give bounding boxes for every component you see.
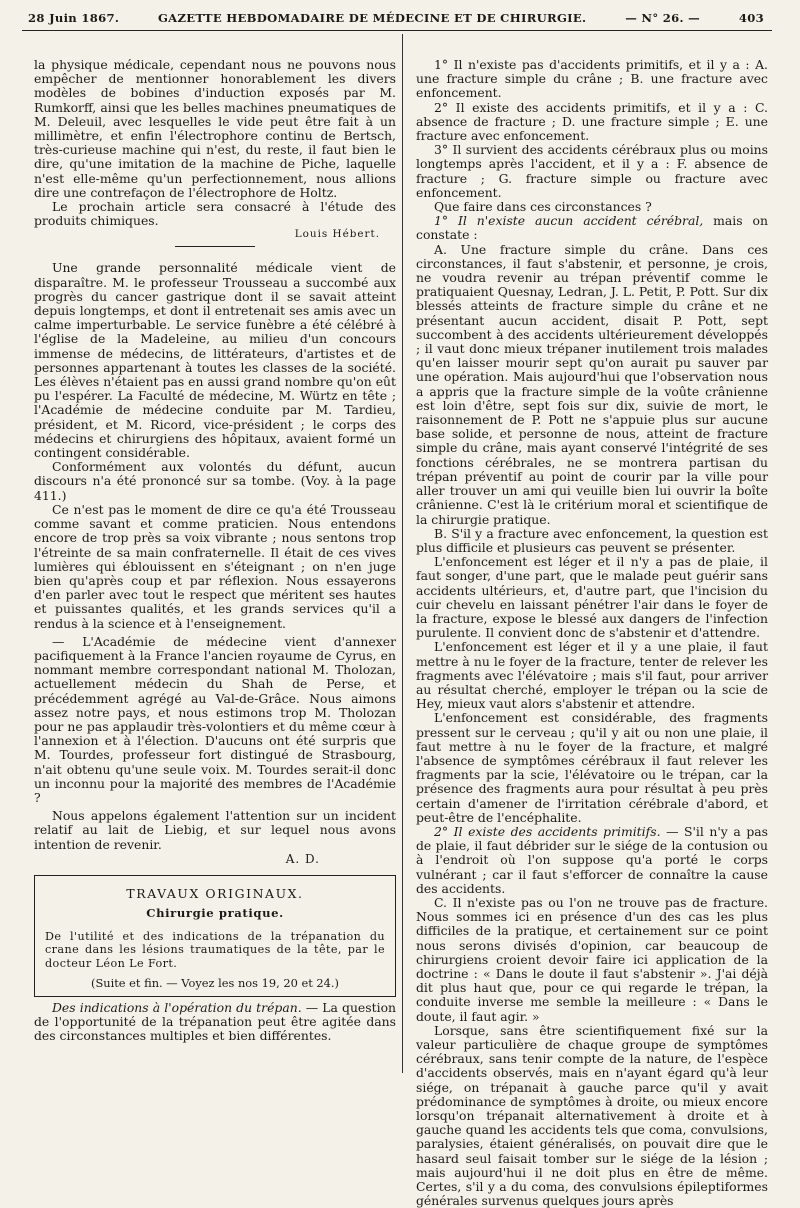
section-body: mais on constate :: [416, 213, 768, 243]
paragraph-next-article: Le prochain article sera consacré à l'étude des produits chimiques.: [34, 199, 396, 229]
paragraph-case-c: C. Il n'existe pas ou l'on ne trouve pas de fracture. Nous sommes ici en présence d'un des cas les plus difficiles de la pratique, et certainement sur ce point nous serons divisés d'opinion, car beaucoup de chirurgiens croient devoir faire ici application de la doctrine : « Dans le doute il faut s'abstenir ». J'ai déjà dit plus haut que, pour ce qui regarde le trépan, la conduite inverse me semble la meilleure : « Dans le doute, il faut agir. »: [416, 894, 768, 1024]
case-list-3: 3° Il survient des accidents cérébraux plus ou moins longtemps après l'accident, et il y a : F. absence de fracture ; G. fracture simple ou fracture avec enfoncement.: [416, 142, 768, 200]
paragraph-trepan-indications: [34, 1001, 396, 1044]
signature-louis-hebert: Louis Hébert.: [294, 228, 380, 241]
left-column: [34, 58, 396, 1044]
section-lead-italic: 2° Il existe des accidents primitifs.: [434, 823, 661, 839]
header-journal-title: GAZETTE HEBDOMADAIRE DE MÉDECINE ET DE CHIRURGIE.: [157, 11, 587, 25]
question-line: Que faire dans ces circonstances ?: [434, 199, 652, 215]
paragraph-lait-liebig: Nous appelons également l'attention sur un incident relatif au lait de Liebig, et sur lequel nous avons intention de revenir.: [34, 808, 396, 852]
header-date: 28 Juin 1867.: [28, 11, 120, 25]
paragraph-academie-tholozan: — L'Académie de médecine vient d'annexer pacifiquement à la France l'ancien royaume de Cyrus, en nommant membre correspondant national M. Tholozan, actuellement médecin du Shah de Perse, et précédemment agrégé au Val-de-Grâce. Nous aimons assez notre pays, et nous estimons trop M. Tholozan pour ne pas applaudir très-volontiers et du même cœur à l'annexion et à l'élection. D'aucuns ont été surpris que M. Tourdes, professeur fort distingué de Strasbourg, n'ait obtenu qu'une seule voix. M. Tourdes serait-il donc un inconnu pour la majorité des membres de l'Académie ?: [34, 633, 396, 805]
header-rule: [22, 30, 772, 31]
paragraph-enfoncement-1: L'enfoncement est léger et il n'y a pas de plaie, il faut songer, d'une part, que le malade peut guérir sans accidents ultérieurs, et, d'autre part, que l'incision du cuir chevelu en laissant pénétrer l'air dans le foyer de la fracture, expose le blessé aux dangers de l'infection purulente. Il convient donc de s'abstenir et d'attendre.: [416, 554, 768, 641]
paragraph-lead-italic: Des indications à l'opération du trépan.: [52, 999, 302, 1015]
header-page-number: 403: [738, 11, 764, 25]
paragraph-enfoncement-3: L'enfoncement est considérable, des fragments pressent sur le cerveau ; qu'il y ait ou non une plaie, il faut mettre à nu le foyer de la fracture, et malgré l'absence de symptômes cérébraux il faut relever les fragments par la scie, l'élévatoire ou le trépan, car la présence des fragments aura pour résultat à peu près certain d'amener de l'irritation cérébrale d'abord, et peut-être de l'encéphalite.: [416, 710, 768, 825]
paragraph-case-a: A. Une fracture simple du crâne. Dans ces circonstances, il faut s'abstenir, et personne, je crois, ne voudra revenir au trépan préventif comme le pratiquaient Quesnay, Ledran, J. L. Petit, P. Pott. Sur dix blessés atteints de fracture simple du crâne et ne présentant aucun accident, disait P. Pott, sept succombent à des accidents ultérieurement développés ; il vaut donc mieux trépaner inutilement trois malades qu'en laisser mourir sept qu'on aurait pu sauver par une opération. Mais aujourd'hui que l'observation nous a appris que la fracture simple de la voûte crânienne est loin d'être, sept fois sur dix, suivie de mort, le raisonnement de P. Pott ne s'appuie plus sur aucune base solide, et personne de nous, atteint de fracture simple du crâne, mais ayant conservé l'intégrité de ses fonctions cérébrales, ne se montrera partisan du trépan préventif au point de courir par la ville pour aller trouver un ami qui veuille bien lui ouvrir la boîte crânienne. C'est là le critérium moral et scientifique de la chirurgie pratique.: [416, 241, 768, 527]
article-continuation-note: (Suite et fin. — Voyez les nos 19, 20 et 24.): [91, 975, 339, 990]
section-no-accident: [416, 214, 768, 242]
paragraph-case-b: B. S'il y a fracture avec enfoncement, la question est plus difficile et plusieurs cas peuvent se présenter.: [416, 525, 768, 555]
paragraph-trousseau-death: Une grande personnalité médicale vient de disparaître. M. le professeur Trousseau a succombé aux progrès du cancer gastrique dont il se savait atteint depuis longtemps, et dont il entretenait ses amis avec un calme imperturbable. Le service funèbre a été célébré à l'église de la Madeleine, au milieu d'un concours immense de médecins, de littérateurs, d'artistes et de personnes appartenant à toutes les classes de la société. Les élèves n'étaient pas en aussi grand nombre qu'on eût pu l'espérer. La Faculté de médecine, M. Würtz en tête ; l'Académie de médecine conduite par M. Tardieu, président, et M. Ricord, vice-président ; le corps des médecins et chirurgiens des hôpitaux, avaient formé un contingent considérable.: [34, 260, 396, 461]
section-separator: [175, 246, 255, 247]
travaux-originaux-box: [34, 875, 396, 997]
article-heading: De l'utilité et des indications de la trépanation du crane dans les lésions traumatiques de la tête, par le docteur Léon Le Fort.: [45, 929, 385, 970]
case-list-1: 1° Il n'existe pas d'accidents primitifs, et il y a : A. une fracture simple du crâne ; B. une fracture avec enfoncement.: [416, 57, 768, 101]
column-divider: [402, 34, 403, 1073]
signature-ad: A. D.: [285, 851, 320, 866]
paragraph-final: Lorsque, sans être scientifiquement fixé sur la valeur particulière de chaque groupe de symptômes cérébraux, sans tenir compte de la nature, de l'espèce d'accidents observés, mais en n'ayant égard qu'à leur siége, on trépanait à gauche parce qu'il y avait prédominance de symptômes à droite, ou mieux encore lorsqu'on trépanait alternativement à droite et à gauche quand les accidents tels que coma, convulsions, paralysies, étaient généralisés, on pouvait dire que le hasard seul faisait tomber sur le siége de la lésion ; mais aujourd'hui il ne doit plus en être de même. Certes, s'il y a du coma, des convulsions épileptiformes générales survenus quelques jours après: [416, 1022, 768, 1208]
paragraph-funeral-wishes: Conformément aux volontés du défunt, aucun discours n'a été prononcé sur sa tombe. (Voy. à la page 411.): [34, 459, 396, 503]
section-body: — S'il n'y a pas de plaie, il faut débrider sur le siége de la contusion ou à l'endroit où l'on suppose qu'a porté le corps vulnérant ; car il faut s'efforcer de connaître la cause des accidents.: [416, 823, 769, 896]
section-primitive-accidents: [416, 825, 768, 896]
paragraph-trousseau-tribute: Ce n'est pas le moment de dire ce qu'a été Trousseau comme savant et comme praticien. Nous entendons encore de trop près sa voix vibrante ; nous sentons trop l'étreinte de sa main confraternelle. Il était de ces vives lumières qui éblouissent en s'éteignant ; on n'en juge bien qu'après coup et par réflexion. Nous essayerons d'en parler avec tout le respect que méritent ses hautes et puissantes qualités, et les grands services qu'il a rendus à la science et à l'enseignement.: [34, 501, 396, 631]
header-issue-number: — N° 26. —: [625, 11, 701, 25]
paragraph-enfoncement-2: L'enfoncement est léger et il y a une plaie, il faut mettre à nu le foyer de la fracture, tenter de relever les fragments avec l'élévatoire ; mais s'il faut, pour arriver au résultat cherché, employer le trépan ou la scie de Hey, mieux vaut alors s'abstenir et attendre.: [416, 639, 768, 712]
paragraph-body: — La question de l'opportunité de la trépanation peut être agitée dans des circonstances multiples et bien différentes.: [34, 999, 397, 1044]
running-header: [28, 8, 764, 28]
section-subtitle: Chirurgie pratique.: [146, 905, 284, 920]
case-list-2: 2° Il existe des accidents primitifs, et il y a : C. absence de fracture ; D. une fracture simple ; E. une fracture avec enfoncement.: [416, 99, 768, 144]
section-lead-italic: 1° Il n'existe aucun accident cérébral,: [434, 213, 704, 229]
section-title: TRAVAUX ORIGINAUX.: [126, 885, 304, 901]
right-column: [416, 58, 768, 1208]
paragraph-physics-instruments: la physique médicale, cependant nous ne pouvons nous empêcher de mentionner honorablement les divers modèles de bobines d'induction exposés par M. Rumkorff, ainsi que les belles machines pneumatiques de M. Deleuil, avec lesquelles le vide peut être fait à un millimètre, et enfin l'électrophore continu de Bertsch, très-curieuse machine qui n'est, du reste, il faut bien le dire, qu'une imitation de la machine de Piche, laquelle n'est elle-même qu'un perfectionnement, nous allions dire une contrefaçon de l'électrophore de Holtz.: [34, 57, 396, 200]
